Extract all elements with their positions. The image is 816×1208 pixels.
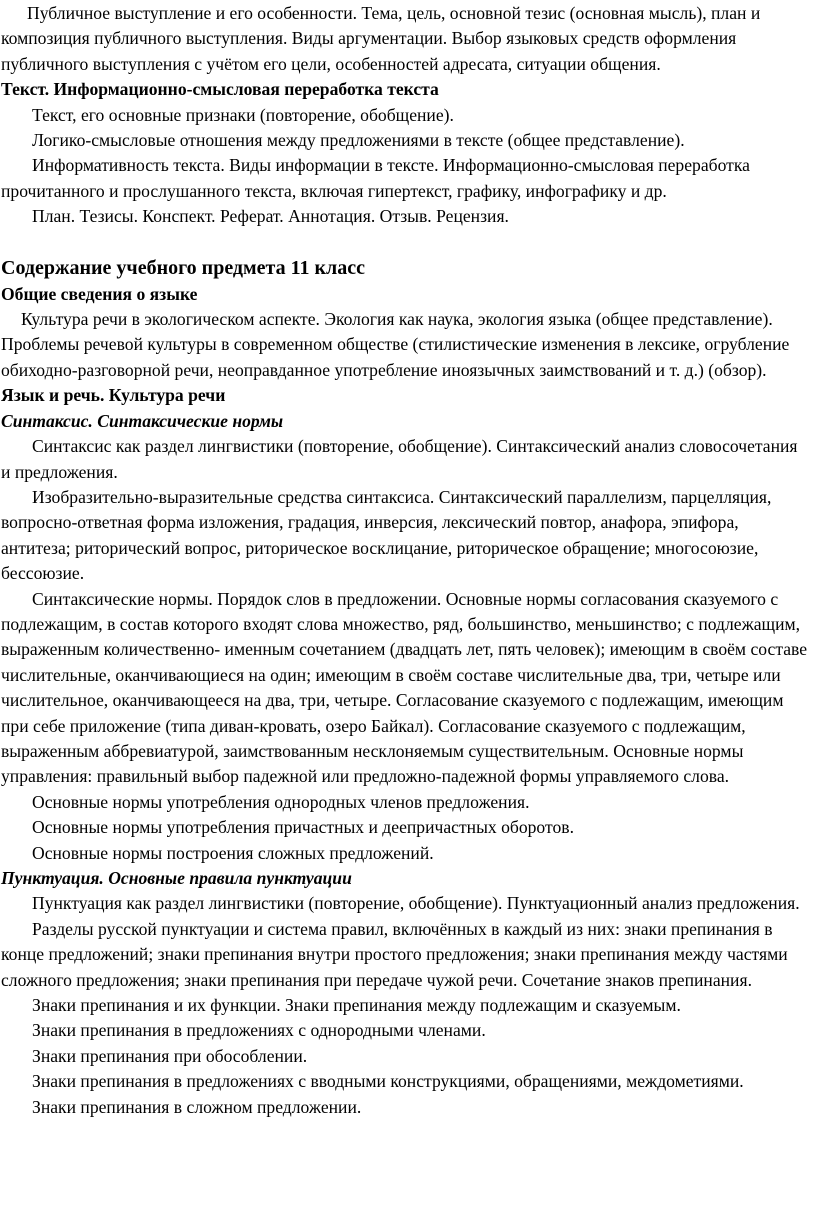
syntax-paragraph-1: Синтаксис как раздел лингвистики (повторение, обобщение). Синтаксический анализ словосочетания и предложения. [1, 436, 798, 482]
section-heading-text: Текст. Информационно-смысловая переработка текста [1, 79, 439, 100]
text-paragraph-4: План. Тезисы. Конспект. Реферат. Аннотация. Отзыв. Рецензия. [32, 206, 509, 227]
section-heading-general: Общие сведения о языке [1, 283, 198, 304]
grade11-title: Содержание учебного предмета 11 класс [1, 256, 366, 279]
text-paragraph-1: Текст, его основные признаки (повторение, обобщение). [32, 104, 454, 125]
text-paragraph-3: Информативность текста. Виды информации в тексте. Информационно-смысловая переработка прочитанного и прослушанного текста, включая гипертекст, графику, инфографику и др. [1, 155, 750, 201]
punctuation-paragraph-6: Знаки препинания в предложениях с вводными конструкциями, обращениями, междометиями. [32, 1071, 744, 1092]
punctuation-paragraph-7: Знаки препинания в сложном предложении. [32, 1096, 362, 1117]
punctuation-paragraph-5: Знаки препинания при обособлении. [32, 1045, 308, 1066]
syntax-paragraph-5: Основные нормы употребления причастных и деепричастных оборотов. [32, 817, 574, 838]
general-paragraph: Культура речи в экологическом аспекте. Экология как наука, экология языка (общее представление). Проблемы речевой культуры в современном обществе (стилистические изменения в лексике, огрубление обиходно-разговорной речи, неоправданное употребление иноязычных заимствований и т. д.) (обзор). [1, 309, 790, 380]
intro-paragraph: Публичное выступление и его особенности. Тема, цель, основной тезис (основная мысль), план и композиция публичного выступления. Виды аргументации. Выбор языковых средств оформления публичного выступления с учётом его цели, особенностей адресата, ситуации общения. [1, 3, 761, 74]
syntax-paragraph-4: Основные нормы употребления однородных членов предложения. [32, 791, 530, 812]
punctuation-paragraph-3: Знаки препинания и их функции. Знаки препинания между подлежащим и сказуемым. [32, 995, 681, 1016]
punctuation-paragraph-2: Разделы русской пунктуации и система правил, включённых в каждый из них: знаки препинания в конце предложений; знаки препинания внутри простого предложения; знаки препинания между частями сложного предложения; знаки препинания при передаче чужой речи. Сочетание знаков препинания. [1, 918, 788, 990]
text-paragraph-2: Логико-смысловые отношения между предложениями в тексте (общее представление). [32, 130, 685, 151]
syntax-paragraph-6: Основные нормы построения сложных предложений. [32, 842, 434, 863]
punctuation-paragraph-4: Знаки препинания в предложениях с однородными членами. [32, 1020, 486, 1041]
section-heading-lang-speech: Язык и речь. Культура речи [1, 385, 226, 406]
punctuation-paragraph-1: Пунктуация как раздел лингвистики (повторение, обобщение). Пунктуационный анализ предложения. [32, 893, 800, 914]
syntax-paragraph-3: Синтаксические нормы. Порядок слов в предложении. Основные нормы согласования сказуемого с подлежащим, в состав которого входят слова множество, ряд, большинство, меньшинство; с подлежащим, выраженным количественно- именным сочетанием (двадцать лет, пять человек); имеющим в своём составе числительные, оканчивающиеся на один; имеющим в своём составе числительные два, три, четыре или числительное, оканчивающееся на два, три, четыре. Согласование сказуемого с подлежащим, имеющим при себе приложение (типа диван-кровать, озеро Байкал). Согласование сказуемого с подлежащим, выраженным аббревиатурой, заимствованным несклоняемым существительным. Основные нормы управления: правильный выбор падежной или предложно-падежной формы управляемого слова. [1, 588, 808, 787]
syntax-paragraph-2: Изобразительно-выразительные средства синтаксиса. Синтаксический параллелизм, парцелляция, вопросно-ответная форма изложения, градация, инверсия, лексический повтор, анафора, эпифора, антитеза; риторический вопрос, риторическое восклицание, риторическое обращение; многосоюзие, бессоюзие. [1, 486, 772, 584]
subsection-heading-punctuation: Пунктуация. Основные правила пунктуации [1, 868, 352, 888]
subsection-heading-syntax: Синтаксис. Синтаксические нормы [1, 410, 284, 431]
